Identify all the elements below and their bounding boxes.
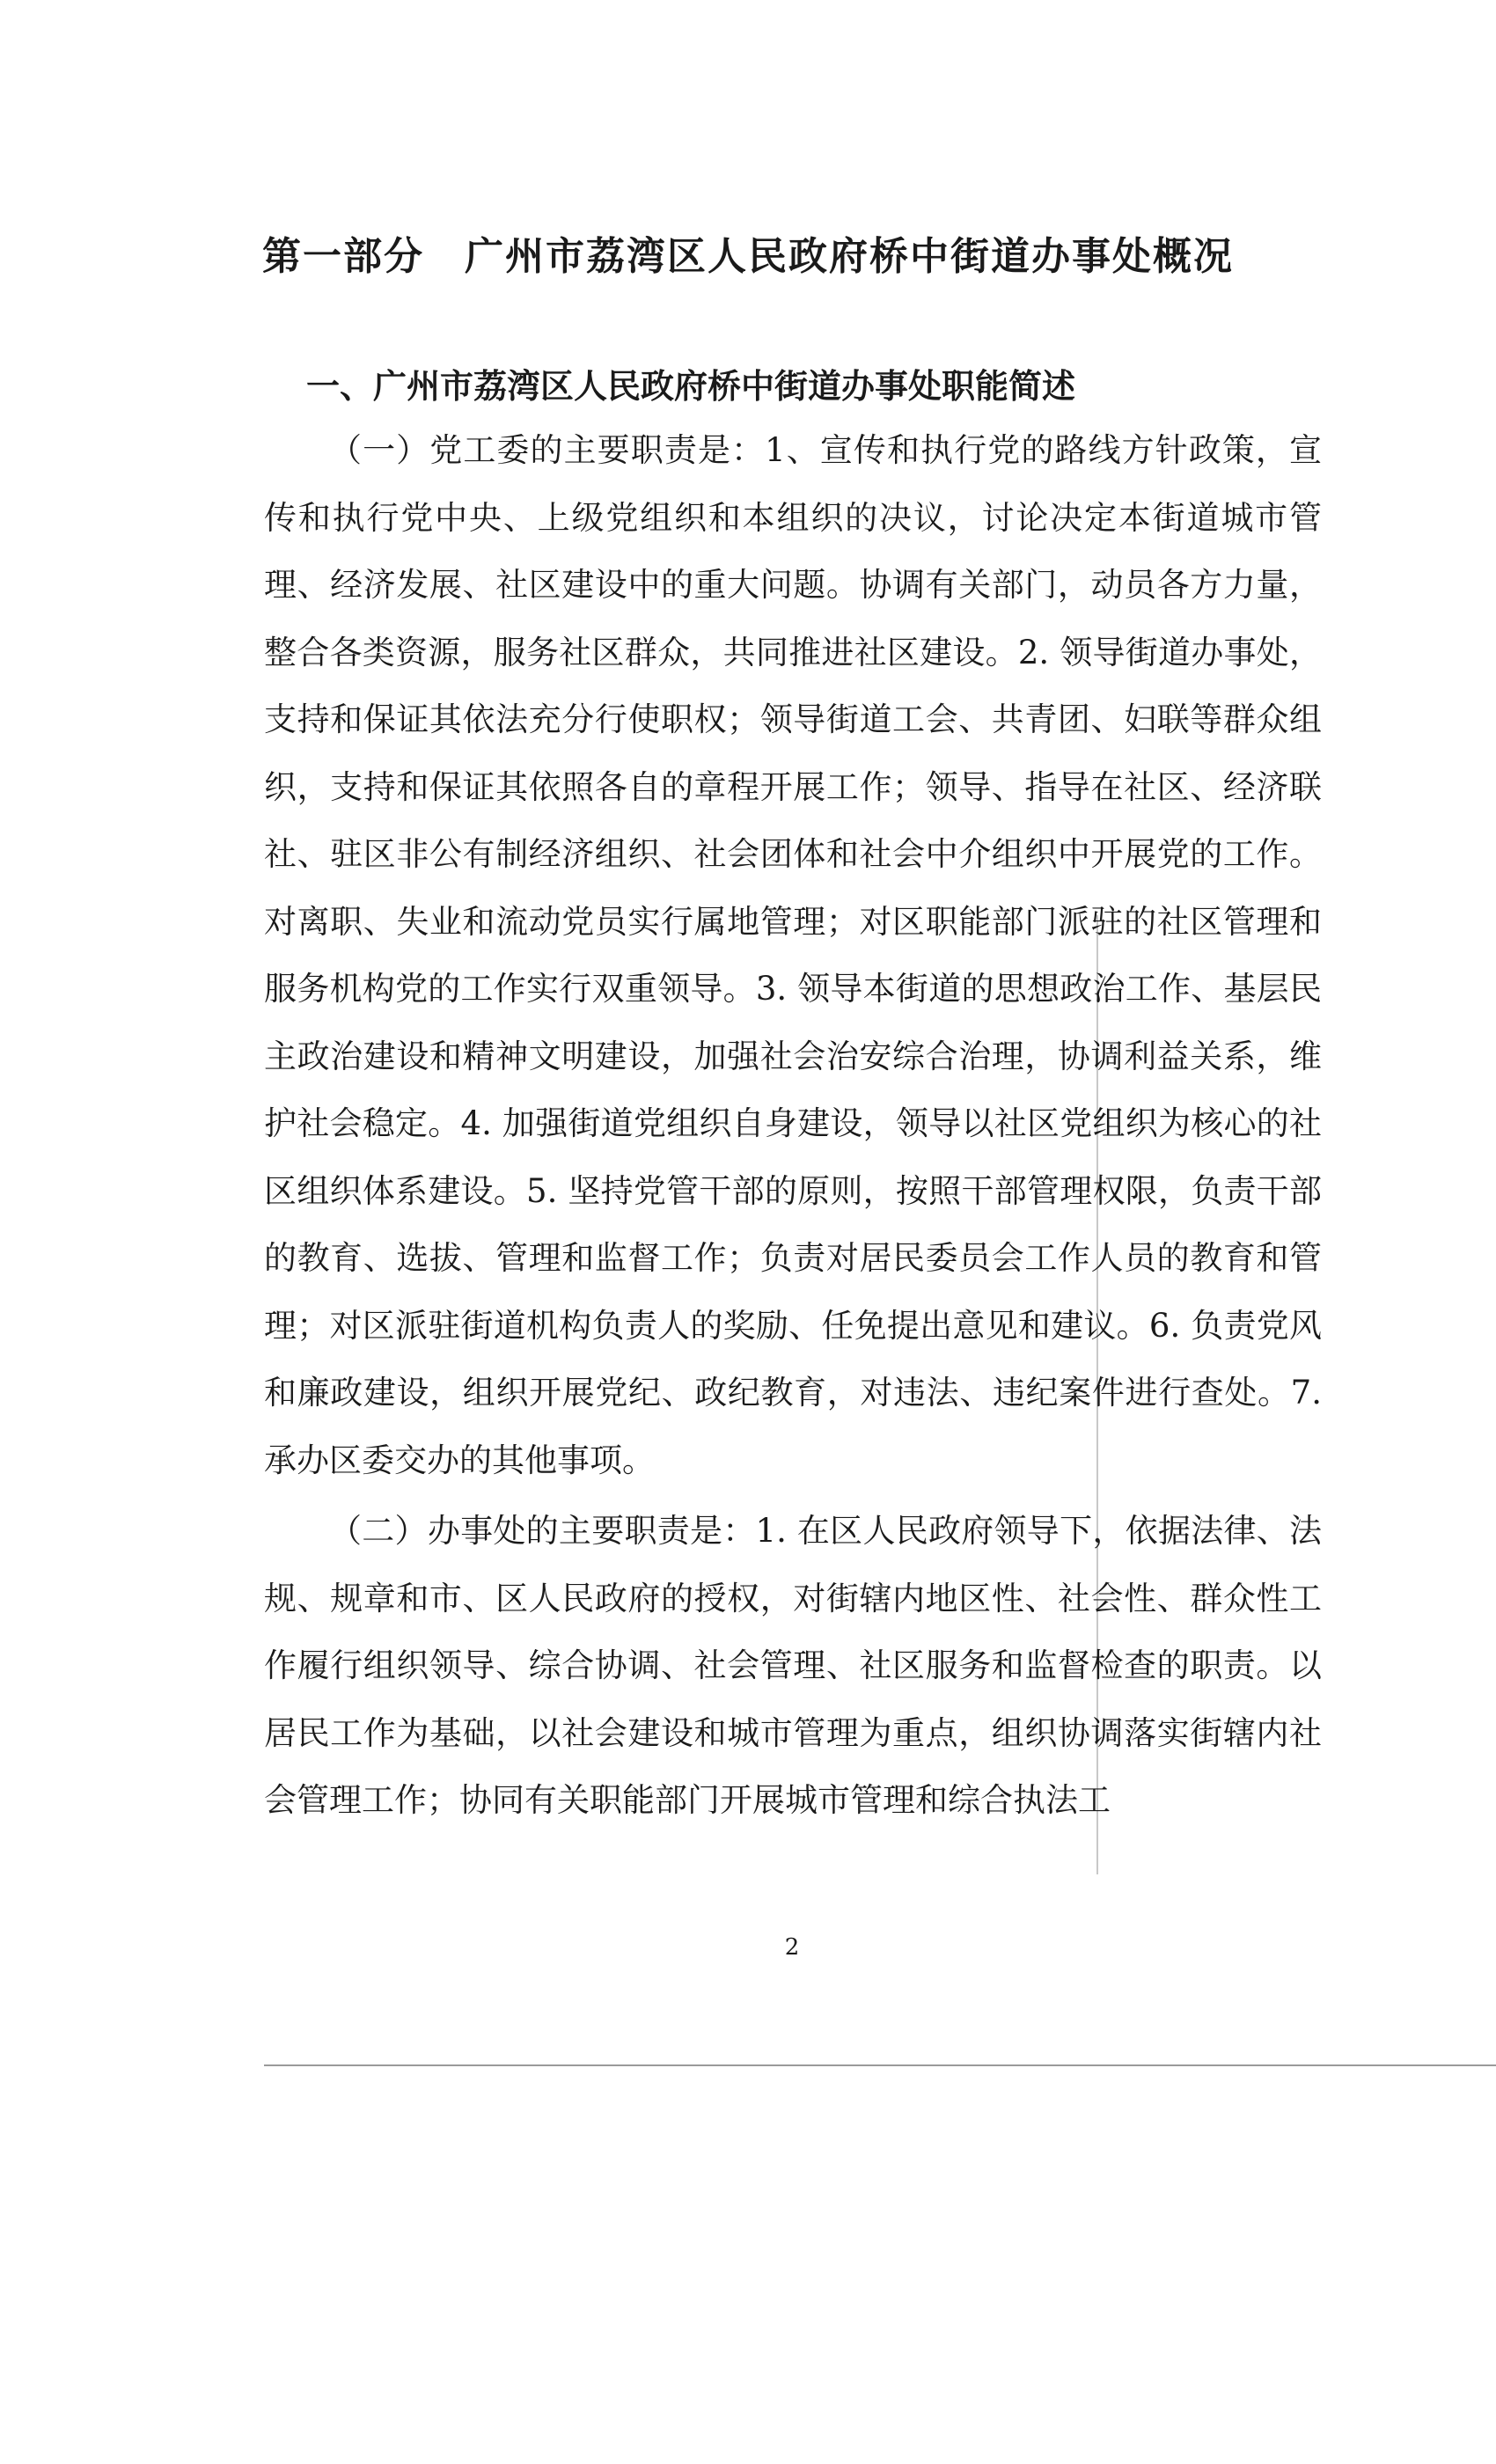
section-heading: 一、广州市荔湾区人民政府桥中街道办事处职能简述 bbox=[306, 366, 1076, 406]
page-number: 2 bbox=[784, 1934, 800, 1961]
document-title: 第一部分 广州市荔湾区人民政府桥中街道办事处概况 bbox=[262, 234, 1234, 279]
paragraph-office-duties: （二）办事处的主要职责是：1. 在区人民政府领导下，依据法律、法规、规章和市、区人民政府的授权，对街辖内地区性、社会性、群众性工作履行组织领导、综合协调、社会管理、社区服务和监督检查的职责。以居民工作为基础，以社会建设和城市管理为重点，组织协调落实街辖内社会管理工作；协同有关职能部门开展城市管理和综合执法工 bbox=[264, 1512, 1322, 1819]
scan-edge-line bbox=[264, 2064, 1496, 2066]
paragraph-party-committee-duties: （一）党工委的主要职责是：1、宣传和执行党的路线方针政策，宣传和执行党中央、上级党组织和本组织的决议，讨论决定本街道城市管理、经济发展、社区建设中的重大问题。协调有关部门，动员各方力量，整合各类资源，服务社区群众，共同推进社区建设。2. 领导街道办事处，支持和保证其依法充分行使职权；领导街道工会、共青团、妇联等群众组织，支持和保证其依照各自的章程开展工作；领导、指导在社区、经济联社、驻区非公有制经济组织、社会团体和社会中介组织中开展党的工作。对离职、失业和流动党员实行属地管理；对区职能部门派驻的社区管理和服务机构党的工作实行双重领导。3. 领导本街道的思想政治工作、基层民主政治建设和精神文明建设，加强社会治安综合治理，协调利益关系，维护社会稳定。4. 加强街道党组织自身建设，领导以社区党组织为核心的社区组织体系建设。5. 坚持党管干部的原则，按照干部管理权限，负责干部的教育、选拔、管理和监督工作；负责对居民委员会工作人员的教育和管理；对区派驻街道机构负责人的奖励、任免提出意见和建议。6. 负责党风和廉政建设，组织开展党纪、政纪教育，对违法、违纪案件进行查处。7. 承办区委交办的其他事项。 bbox=[264, 431, 1322, 1479]
